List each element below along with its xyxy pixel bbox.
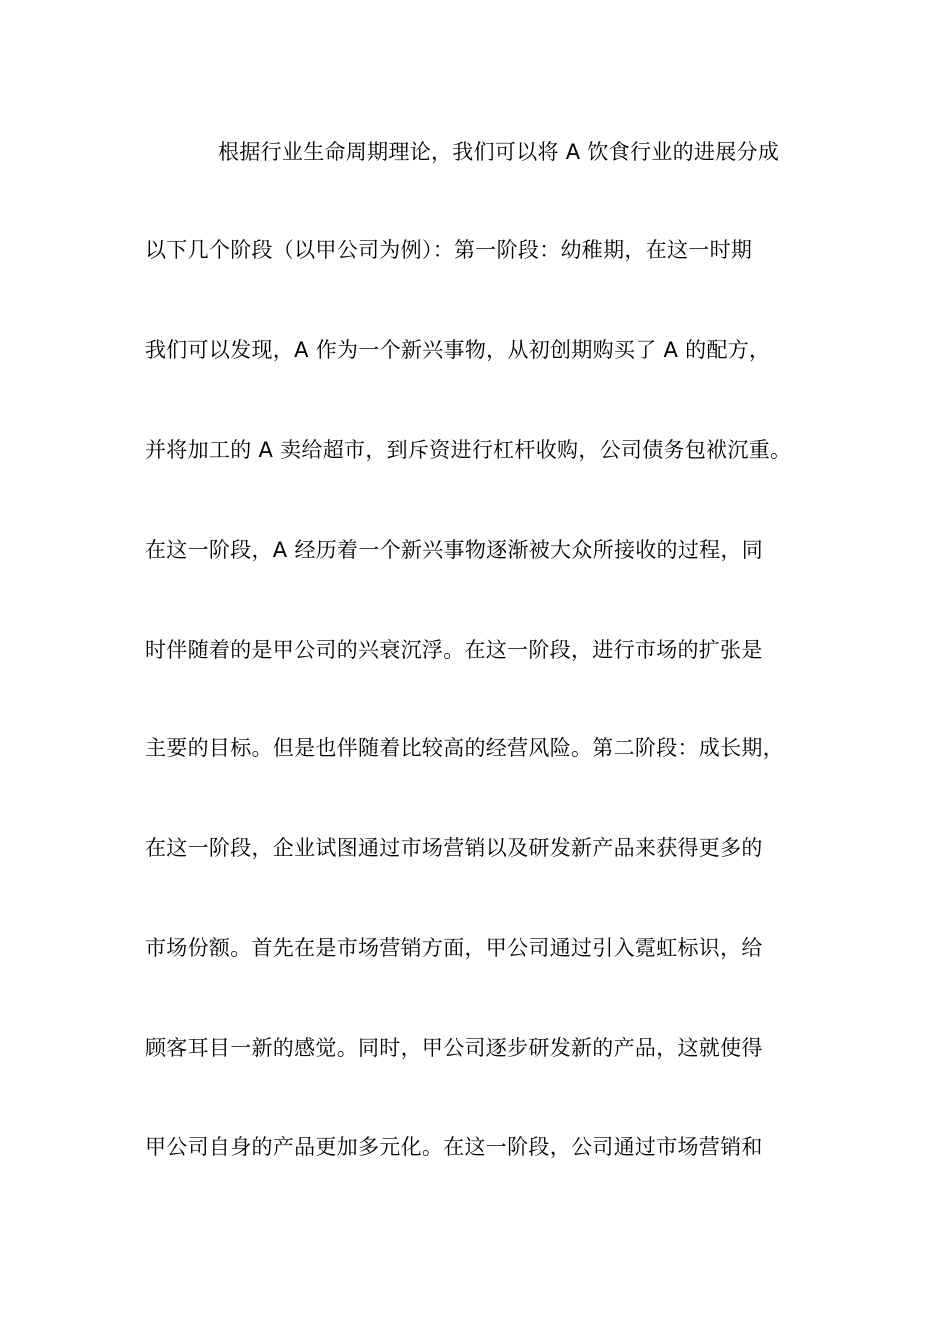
paragraph-line-6: 时伴随着的是甲公司的兴衰沉浮。在这一阶段，进行市场的扩张是: [145, 638, 763, 662]
paragraph-line-2: 以下几个阶段（以甲公司为例）：第一阶段：幼稚期，在这一时期: [145, 238, 753, 262]
paragraph-line-3: 我们可以发现，A 作为一个新兴事物，从初创期购买了 A 的配方，: [145, 338, 771, 362]
paragraph-line-8: 在这一阶段，企业试图通过市场营销以及研发新产品来获得更多的: [145, 836, 763, 860]
paragraph-line-7: 主要的目标。但是也伴随着比较高的经营风险。第二阶段：成长期，: [145, 736, 784, 760]
paragraph-line-11: 甲公司自身的产品更加多元化。在这一阶段，公司通过市场营销和: [145, 1135, 763, 1159]
paragraph-line-5: 在这一阶段，A 经历着一个新兴事物逐渐被大众所接收的过程，同: [145, 538, 764, 562]
paragraph-line-1: 根据行业生命周期理论，我们可以将 A 饮食行业的进展分成: [218, 140, 780, 164]
paragraph-line-10: 顾客耳目一新的感觉。同时，甲公司逐步研发新的产品，这就使得: [145, 1036, 763, 1060]
paragraph-line-4: 并将加工的 A 卖给超市，到斥资进行杠杆收购，公司债务包袱沉重。: [145, 438, 792, 462]
paragraph-line-9: 市场份额。首先在是市场营销方面，甲公司通过引入霓虹标识，给: [145, 936, 763, 960]
